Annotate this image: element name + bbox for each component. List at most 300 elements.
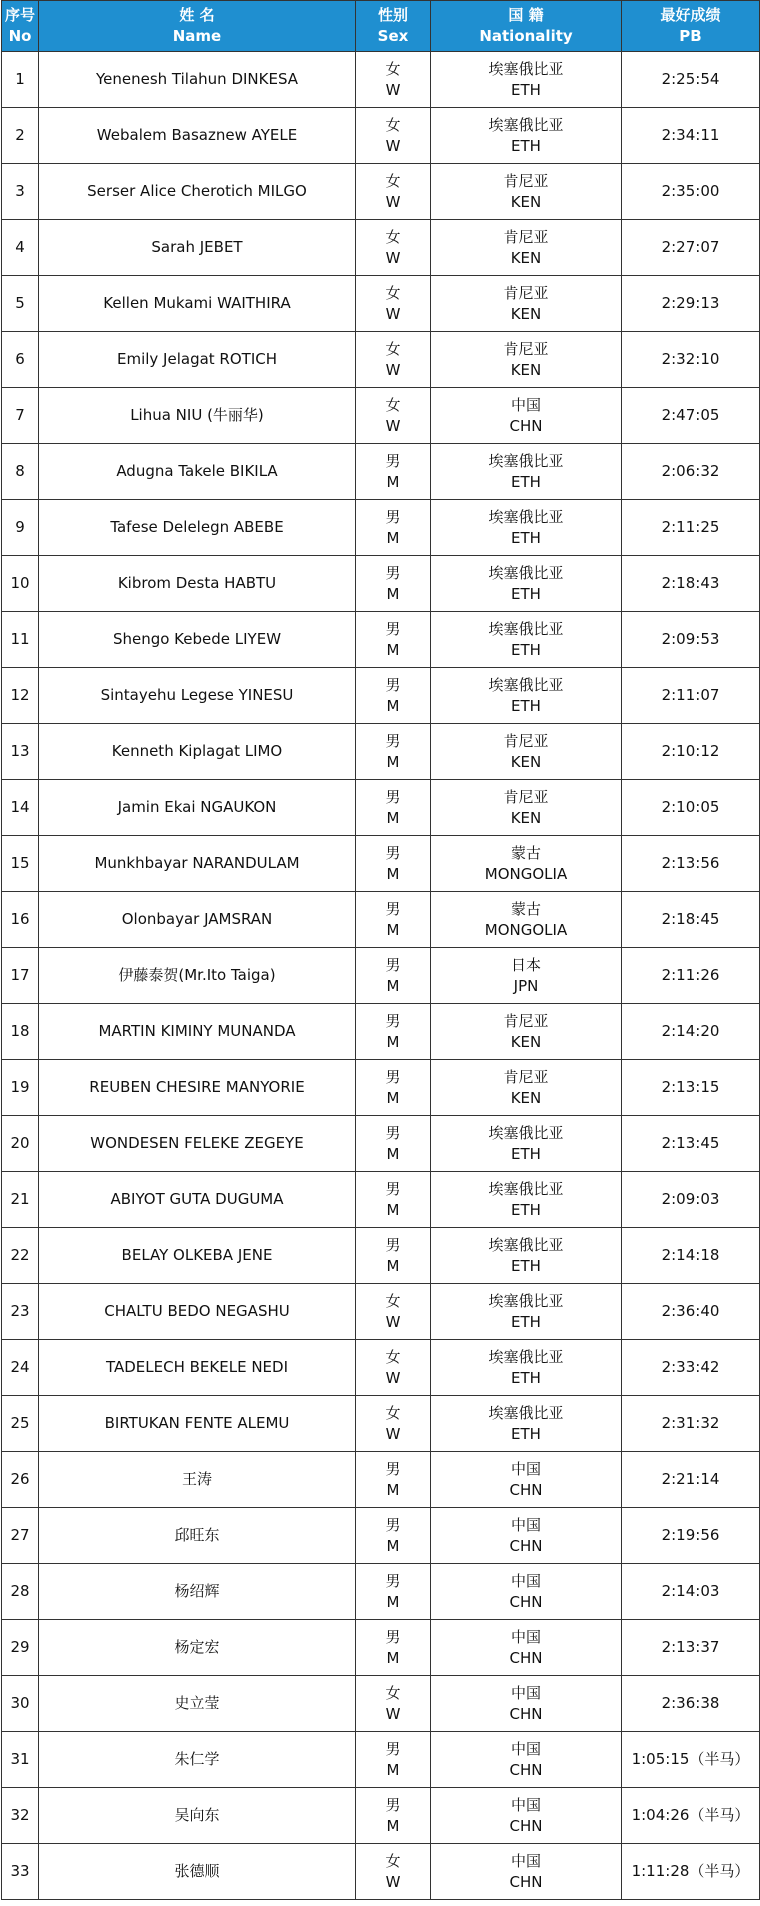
cell-sex [356, 1508, 431, 1564]
cell-nat-cn: 中国 [510, 1795, 541, 1814]
cell-nationality [431, 164, 622, 220]
cell-no: 6 [2, 332, 39, 388]
header-sex [356, 1, 431, 52]
cell-sex-en: M [386, 640, 400, 659]
cell-name: REUBEN CHESIRE MANYORIE [39, 1060, 356, 1116]
cell-nat-cn: 埃塞俄比亚 [488, 675, 564, 694]
cell-nat-cn: 埃塞俄比亚 [488, 451, 564, 470]
cell-pb: 2:09:53 [622, 612, 760, 668]
cell-sex-en: M [386, 920, 400, 939]
table-row [2, 1116, 760, 1172]
cell-sex [356, 780, 431, 836]
cell-nat-cn: 中国 [510, 1683, 541, 1702]
cell-sex [356, 1004, 431, 1060]
cell-sex-en: M [386, 1480, 400, 1499]
header-pb-cn: 最好成绩 [660, 6, 721, 24]
cell-sex-cn: 男 [385, 675, 401, 694]
cell-sex-en: M [386, 752, 400, 771]
cell-sex-en: M [386, 976, 400, 995]
cell-name: TADELECH BEKELE NEDI [39, 1340, 356, 1396]
cell-sex-cn: 男 [385, 1459, 401, 1478]
cell-nat-en: CHN [509, 1536, 543, 1555]
cell-sex-en: W [385, 1704, 401, 1723]
cell-nationality [431, 724, 622, 780]
cell-sex [356, 1452, 431, 1508]
cell-nat-en: ETH [511, 1144, 541, 1163]
table-row [2, 1284, 760, 1340]
cell-pb: 2:29:13 [622, 276, 760, 332]
cell-nat-en: MONGOLIA [484, 920, 568, 939]
cell-sex-cn: 男 [385, 1627, 401, 1646]
cell-nationality [431, 1788, 622, 1844]
table-row [2, 1004, 760, 1060]
cell-nat-en: MONGOLIA [484, 864, 568, 883]
cell-nat-cn: 肯尼亚 [503, 171, 549, 190]
cell-name: 王涛 [39, 1452, 356, 1508]
cell-sex [356, 836, 431, 892]
cell-sex-en: M [386, 1760, 400, 1779]
cell-sex-en: M [386, 696, 400, 715]
cell-sex-cn: 女 [385, 1291, 401, 1310]
cell-pb: 2:36:40 [622, 1284, 760, 1340]
cell-no: 13 [2, 724, 39, 780]
cell-nationality [431, 612, 622, 668]
table-row [2, 500, 760, 556]
cell-sex-en: M [386, 808, 400, 827]
cell-no: 15 [2, 836, 39, 892]
cell-name: 张德顺 [39, 1844, 356, 1900]
header-nat-en: Nationality [479, 27, 573, 45]
cell-sex-cn: 女 [385, 227, 401, 246]
cell-nat-cn: 埃塞俄比亚 [488, 619, 564, 638]
header-nationality [431, 1, 622, 52]
table-row [2, 1396, 760, 1452]
cell-sex-en: W [385, 416, 401, 435]
cell-no: 11 [2, 612, 39, 668]
cell-nat-en: KEN [510, 360, 542, 379]
cell-sex [356, 948, 431, 1004]
cell-sex [356, 1732, 431, 1788]
cell-pb: 2:47:05 [622, 388, 760, 444]
table-row [2, 1452, 760, 1508]
cell-nat-cn: 中国 [510, 1851, 541, 1870]
cell-sex-en: W [385, 1368, 401, 1387]
cell-nat-cn: 埃塞俄比亚 [488, 1403, 564, 1422]
cell-name: Sarah JEBET [39, 220, 356, 276]
cell-nat-en: CHN [509, 1872, 543, 1891]
table-row [2, 220, 760, 276]
cell-pb: 2:27:07 [622, 220, 760, 276]
cell-name: WONDESEN FELEKE ZEGEYE [39, 1116, 356, 1172]
cell-nationality [431, 500, 622, 556]
cell-pb: 2:13:45 [622, 1116, 760, 1172]
header-no-cn: 序号 [4, 6, 35, 24]
cell-nationality [431, 556, 622, 612]
cell-no: 22 [2, 1228, 39, 1284]
cell-sex-en: W [385, 304, 401, 323]
cell-name: Serser Alice Cherotich MILGO [39, 164, 356, 220]
cell-sex-en: W [385, 1424, 401, 1443]
cell-sex-cn: 男 [385, 731, 401, 750]
cell-nat-cn: 肯尼亚 [503, 1011, 549, 1030]
cell-sex-cn: 女 [385, 395, 401, 414]
cell-sex-en: M [386, 1144, 400, 1163]
cell-name: Sintayehu Legese YINESU [39, 668, 356, 724]
cell-sex [356, 668, 431, 724]
cell-sex-en: W [385, 1312, 401, 1331]
cell-sex [356, 1284, 431, 1340]
table-row [2, 1732, 760, 1788]
cell-pb: 2:13:15 [622, 1060, 760, 1116]
cell-sex [356, 724, 431, 780]
cell-pb: 2:11:07 [622, 668, 760, 724]
cell-no: 8 [2, 444, 39, 500]
cell-nat-en: ETH [511, 696, 541, 715]
cell-sex-cn: 男 [385, 899, 401, 918]
header-name-en: Name [172, 27, 222, 45]
cell-nat-en: ETH [511, 1424, 541, 1443]
cell-pb: 2:32:10 [622, 332, 760, 388]
cell-nat-cn: 中国 [510, 1459, 541, 1478]
cell-sex-en: M [386, 1200, 400, 1219]
cell-no: 10 [2, 556, 39, 612]
cell-nat-en: CHN [509, 1480, 543, 1499]
cell-name: Olonbayar JAMSRAN [39, 892, 356, 948]
cell-nat-en: ETH [511, 584, 541, 603]
cell-sex-cn: 女 [385, 283, 401, 302]
cell-nationality [431, 1564, 622, 1620]
cell-nat-cn: 日本 [510, 955, 541, 974]
cell-pb: 2:31:32 [622, 1396, 760, 1452]
cell-pb: 2:11:26 [622, 948, 760, 1004]
cell-name: 史立莹 [39, 1676, 356, 1732]
cell-nat-en: ETH [511, 528, 541, 547]
table-row [2, 948, 760, 1004]
cell-nationality [431, 1508, 622, 1564]
cell-nationality [431, 388, 622, 444]
cell-nat-cn: 中国 [510, 1627, 541, 1646]
cell-nat-cn: 肯尼亚 [503, 787, 549, 806]
cell-sex-cn: 男 [385, 843, 401, 862]
cell-no: 1 [2, 52, 39, 108]
cell-sex [356, 1060, 431, 1116]
cell-pb: 2:14:03 [622, 1564, 760, 1620]
cell-nat-en: JPN [513, 976, 539, 995]
table-row [2, 612, 760, 668]
cell-pb: 2:18:43 [622, 556, 760, 612]
cell-nat-cn: 肯尼亚 [503, 339, 549, 358]
cell-sex-en: W [385, 80, 401, 99]
cell-pb: 2:13:56 [622, 836, 760, 892]
cell-pb: 2:25:54 [622, 52, 760, 108]
cell-sex-cn: 男 [385, 1571, 401, 1590]
cell-nat-cn: 蒙古 [510, 899, 541, 918]
cell-no: 9 [2, 500, 39, 556]
cell-sex-en: M [386, 1536, 400, 1555]
cell-nationality [431, 52, 622, 108]
cell-nat-en: ETH [511, 1256, 541, 1275]
cell-pb: 2:09:03 [622, 1172, 760, 1228]
cell-no: 17 [2, 948, 39, 1004]
table-row [2, 724, 760, 780]
table-row [2, 332, 760, 388]
cell-nationality [431, 1732, 622, 1788]
cell-name: 朱仁学 [39, 1732, 356, 1788]
table-row [2, 892, 760, 948]
cell-sex-en: M [386, 528, 400, 547]
cell-nat-en: ETH [511, 80, 541, 99]
cell-sex [356, 276, 431, 332]
cell-sex [356, 500, 431, 556]
cell-name: 吴向东 [39, 1788, 356, 1844]
cell-sex-cn: 女 [385, 1851, 401, 1870]
cell-sex-cn: 男 [385, 619, 401, 638]
cell-sex-en: W [385, 192, 401, 211]
cell-nat-cn: 中国 [510, 1515, 541, 1534]
table-row [2, 1228, 760, 1284]
cell-nat-cn: 埃塞俄比亚 [488, 1347, 564, 1366]
cell-no: 12 [2, 668, 39, 724]
cell-nationality [431, 1004, 622, 1060]
cell-no: 23 [2, 1284, 39, 1340]
table-row [2, 668, 760, 724]
cell-nat-en: CHN [509, 1816, 543, 1835]
cell-nationality [431, 1340, 622, 1396]
cell-nat-en: ETH [511, 1200, 541, 1219]
cell-nat-cn: 埃塞俄比亚 [488, 507, 564, 526]
cell-nat-en: KEN [510, 192, 542, 211]
cell-nat-cn: 埃塞俄比亚 [488, 1235, 564, 1254]
cell-sex-cn: 女 [385, 115, 401, 134]
cell-sex-cn: 男 [385, 955, 401, 974]
cell-sex-en: M [386, 1648, 400, 1667]
cell-name: MARTIN KIMINY MUNANDA [39, 1004, 356, 1060]
cell-sex-en: M [386, 1592, 400, 1611]
cell-sex-cn: 女 [385, 1347, 401, 1366]
cell-pb: 2:14:18 [622, 1228, 760, 1284]
cell-pb: 2:35:00 [622, 164, 760, 220]
cell-name: BELAY OLKEBA JENE [39, 1228, 356, 1284]
cell-name: Kibrom Desta HABTU [39, 556, 356, 612]
cell-sex-en: W [385, 360, 401, 379]
cell-sex-en: M [386, 1256, 400, 1275]
cell-sex-en: W [385, 248, 401, 267]
header-row [2, 1, 760, 52]
cell-pb: 2:34:11 [622, 108, 760, 164]
table-row [2, 1172, 760, 1228]
cell-sex-cn: 男 [385, 1795, 401, 1814]
cell-nationality [431, 892, 622, 948]
cell-nationality [431, 1060, 622, 1116]
cell-name: Kellen Mukami WAITHIRA [39, 276, 356, 332]
cell-sex [356, 444, 431, 500]
cell-nationality [431, 1452, 622, 1508]
cell-nat-en: ETH [511, 640, 541, 659]
header-pb [622, 1, 760, 52]
cell-sex [356, 1396, 431, 1452]
cell-nat-en: CHN [509, 1648, 543, 1667]
cell-nat-en: ETH [511, 472, 541, 491]
cell-no: 33 [2, 1844, 39, 1900]
cell-nat-cn: 埃塞俄比亚 [488, 1179, 564, 1198]
cell-nationality [431, 108, 622, 164]
cell-sex-cn: 女 [385, 1403, 401, 1422]
table-row [2, 1620, 760, 1676]
cell-no: 14 [2, 780, 39, 836]
header-no [2, 1, 39, 52]
cell-nationality [431, 1284, 622, 1340]
cell-no: 32 [2, 1788, 39, 1844]
cell-nat-cn: 埃塞俄比亚 [488, 563, 564, 582]
cell-no: 19 [2, 1060, 39, 1116]
table-row [2, 444, 760, 500]
cell-sex-cn: 男 [385, 1739, 401, 1758]
cell-sex-cn: 女 [385, 171, 401, 190]
cell-pb: 1:05:15（半马） [622, 1732, 760, 1788]
cell-name: Kenneth Kiplagat LIMO [39, 724, 356, 780]
cell-sex [356, 1340, 431, 1396]
cell-pb: 2:13:37 [622, 1620, 760, 1676]
cell-sex [356, 1564, 431, 1620]
cell-pb: 2:06:32 [622, 444, 760, 500]
cell-no: 5 [2, 276, 39, 332]
cell-nat-en: KEN [510, 1032, 542, 1051]
cell-no: 25 [2, 1396, 39, 1452]
table-row [2, 1060, 760, 1116]
table-row [2, 1676, 760, 1732]
cell-nat-cn: 肯尼亚 [503, 283, 549, 302]
cell-name: 伊藤泰贺(Mr.Ito Taiga) [39, 948, 356, 1004]
cell-sex-en: M [386, 472, 400, 491]
cell-sex [356, 108, 431, 164]
cell-sex [356, 164, 431, 220]
cell-name: 杨定宏 [39, 1620, 356, 1676]
header-sex-en: Sex [377, 27, 409, 45]
cell-no: 16 [2, 892, 39, 948]
cell-name: Munkhbayar NARANDULAM [39, 836, 356, 892]
cell-sex-cn: 男 [385, 787, 401, 806]
cell-nat-cn: 蒙古 [510, 843, 541, 862]
cell-nat-en: ETH [511, 1368, 541, 1387]
cell-pb: 2:14:20 [622, 1004, 760, 1060]
cell-nat-en: ETH [511, 1312, 541, 1331]
header-no-en: No [8, 27, 32, 45]
athlete-table [1, 0, 760, 1900]
cell-sex [356, 52, 431, 108]
cell-sex-cn: 男 [385, 451, 401, 470]
cell-sex-en: M [386, 1088, 400, 1107]
cell-name: Jamin Ekai NGAUKON [39, 780, 356, 836]
cell-name: Lihua NIU (牛丽华) [39, 388, 356, 444]
cell-nat-cn: 中国 [510, 1571, 541, 1590]
cell-nationality [431, 1396, 622, 1452]
cell-sex [356, 220, 431, 276]
table-body [2, 52, 760, 1900]
cell-sex-cn: 男 [385, 1235, 401, 1254]
cell-name: Shengo Kebede LIYEW [39, 612, 356, 668]
table-row [2, 556, 760, 612]
cell-nat-cn: 肯尼亚 [503, 227, 549, 246]
cell-no: 29 [2, 1620, 39, 1676]
table-row [2, 1844, 760, 1900]
table-row [2, 388, 760, 444]
cell-sex-en: M [386, 1816, 400, 1835]
cell-name: 杨绍辉 [39, 1564, 356, 1620]
cell-name: Tafese Delelegn ABEBE [39, 500, 356, 556]
table-row [2, 1788, 760, 1844]
table-row [2, 276, 760, 332]
cell-nat-en: KEN [510, 808, 542, 827]
cell-nationality [431, 1228, 622, 1284]
cell-nat-en: KEN [510, 1088, 542, 1107]
cell-no: 24 [2, 1340, 39, 1396]
cell-sex-cn: 男 [385, 1067, 401, 1086]
cell-nationality [431, 444, 622, 500]
table-header [2, 1, 760, 52]
table-row [2, 52, 760, 108]
cell-sex-en: W [385, 136, 401, 155]
cell-sex-cn: 男 [385, 1179, 401, 1198]
cell-nationality [431, 1844, 622, 1900]
header-nat-cn: 国 籍 [508, 6, 544, 24]
cell-name: Emily Jelagat ROTICH [39, 332, 356, 388]
cell-pb: 2:18:45 [622, 892, 760, 948]
cell-name: BIRTUKAN FENTE ALEMU [39, 1396, 356, 1452]
cell-nat-cn: 中国 [510, 1739, 541, 1758]
cell-nationality [431, 780, 622, 836]
cell-nat-cn: 埃塞俄比亚 [488, 1123, 564, 1142]
cell-sex-cn: 男 [385, 507, 401, 526]
cell-sex-cn: 男 [385, 1011, 401, 1030]
cell-pb: 1:11:28（半马） [622, 1844, 760, 1900]
cell-nat-cn: 肯尼亚 [503, 731, 549, 750]
cell-sex [356, 892, 431, 948]
cell-pb: 2:10:12 [622, 724, 760, 780]
cell-nat-cn: 肯尼亚 [503, 1067, 549, 1086]
header-pb-en: PB [679, 27, 702, 45]
cell-name: CHALTU BEDO NEGASHU [39, 1284, 356, 1340]
cell-no: 18 [2, 1004, 39, 1060]
cell-sex-cn: 男 [385, 1123, 401, 1142]
cell-sex [356, 1788, 431, 1844]
cell-sex [356, 1676, 431, 1732]
cell-no: 27 [2, 1508, 39, 1564]
cell-nationality [431, 276, 622, 332]
cell-pb: 2:10:05 [622, 780, 760, 836]
cell-pb: 2:36:38 [622, 1676, 760, 1732]
cell-no: 7 [2, 388, 39, 444]
cell-no: 3 [2, 164, 39, 220]
cell-sex [356, 556, 431, 612]
cell-sex-cn: 男 [385, 563, 401, 582]
cell-nat-cn: 埃塞俄比亚 [488, 115, 564, 134]
cell-nationality [431, 948, 622, 1004]
cell-pb: 2:11:25 [622, 500, 760, 556]
cell-nat-cn: 埃塞俄比亚 [488, 1291, 564, 1310]
cell-nationality [431, 836, 622, 892]
cell-pb: 2:19:56 [622, 1508, 760, 1564]
table-row [2, 164, 760, 220]
cell-sex [356, 1844, 431, 1900]
cell-no: 30 [2, 1676, 39, 1732]
header-name [39, 1, 356, 52]
cell-pb: 2:33:42 [622, 1340, 760, 1396]
cell-name: 邱旺东 [39, 1508, 356, 1564]
cell-no: 31 [2, 1732, 39, 1788]
cell-sex-en: M [386, 584, 400, 603]
header-name-cn: 姓 名 [179, 6, 215, 24]
cell-no: 26 [2, 1452, 39, 1508]
